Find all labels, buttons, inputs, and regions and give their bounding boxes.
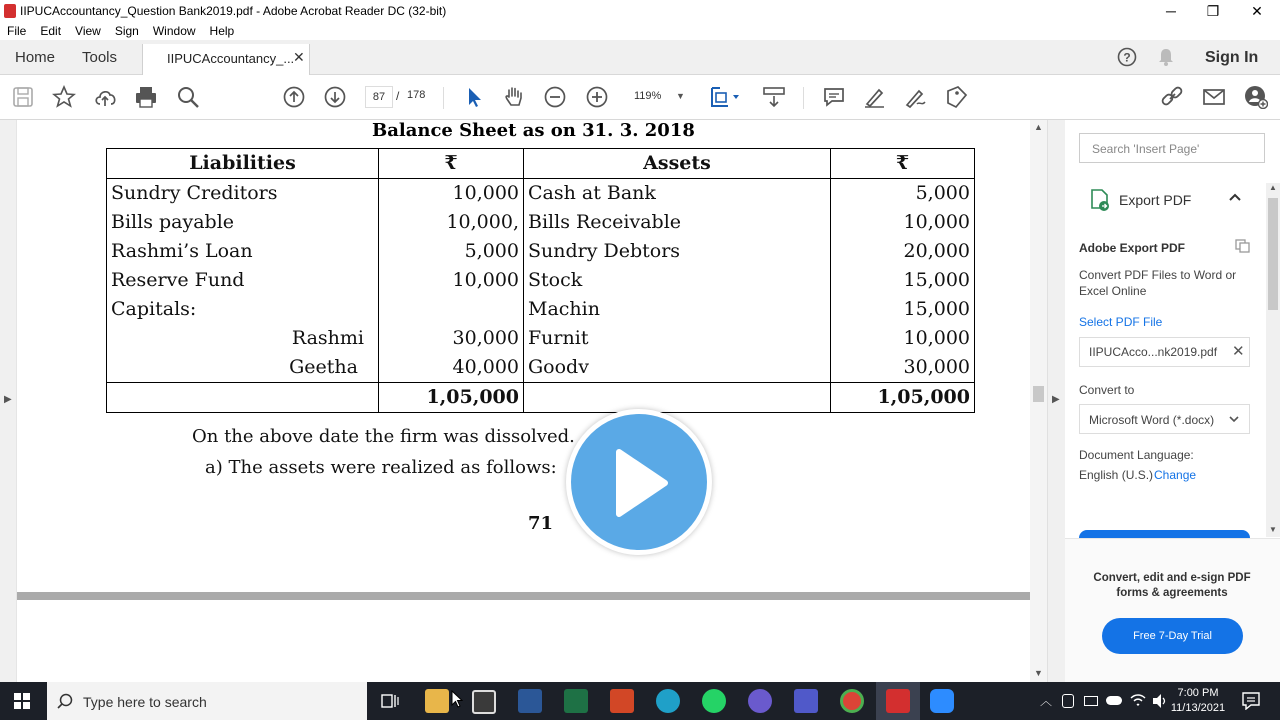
paragraph-text: On the above date the firm was dissolved. xyxy=(192,426,575,447)
notifications-icon[interactable] xyxy=(1242,692,1260,710)
adobe-export-title: Adobe Export PDF xyxy=(1079,241,1186,255)
asset-amount-cell: 20,000 xyxy=(831,237,975,266)
printed-page-number: 71 xyxy=(528,513,554,534)
table-row xyxy=(107,179,975,209)
table-row xyxy=(107,295,975,324)
toolbar-divider xyxy=(803,87,804,109)
document-language-label: Document Language: xyxy=(1079,448,1194,462)
liability-amount-cell: 30,000 xyxy=(379,324,524,353)
select-pdf-file-link[interactable]: Select PDF File xyxy=(1079,315,1163,329)
convert-format-select[interactable] xyxy=(1079,404,1250,434)
search-tools-input[interactable]: Search 'Insert Page' xyxy=(1079,133,1265,163)
toolbar-divider xyxy=(443,87,444,109)
liability-cell: Capitals: xyxy=(107,295,379,324)
column-header-liabilities: Liabilities xyxy=(107,149,379,179)
document-viewer[interactable] xyxy=(0,120,1030,682)
total-assets-cell: 1,05,000 xyxy=(831,383,975,413)
save-icon[interactable] xyxy=(11,85,35,109)
paragraph-text: a) The assets were realized as follows: xyxy=(205,457,557,478)
liability-cell: Sundry Creditors xyxy=(107,179,379,209)
recorder-app-icon[interactable] xyxy=(748,689,772,713)
chevron-down-icon: ▼ xyxy=(676,91,685,101)
minimize-button[interactable]: ─ xyxy=(1166,3,1176,19)
next-page-area xyxy=(17,600,1030,682)
comment-icon[interactable] xyxy=(822,85,846,109)
excel-icon[interactable] xyxy=(564,689,588,713)
wifi-icon[interactable] xyxy=(1130,693,1146,707)
toolbar xyxy=(0,75,1280,120)
share-link-icon[interactable] xyxy=(1160,85,1184,109)
scroll-up-icon[interactable]: ▲ xyxy=(1034,122,1043,132)
word-icon[interactable] xyxy=(518,689,542,713)
restore-button[interactable]: ❐ xyxy=(1206,2,1220,19)
asset-cell: Cash at Bank xyxy=(524,179,831,209)
asset-amount-cell: 10,000 xyxy=(831,208,975,237)
teams-icon[interactable] xyxy=(794,689,818,713)
asset-amount-cell: 30,000 xyxy=(831,353,975,383)
hand-tool-icon[interactable] xyxy=(502,85,526,109)
collapse-right-pane-icon[interactable]: ▶ xyxy=(1052,394,1060,405)
liability-amount-cell: 10,000, xyxy=(379,208,524,237)
edge-icon[interactable] xyxy=(656,689,680,713)
task-view-icon[interactable] xyxy=(381,692,399,710)
windows-start-icon[interactable] xyxy=(14,693,30,709)
liability-cell: Bills payable xyxy=(107,208,379,237)
table-row xyxy=(107,208,975,237)
print-icon[interactable] xyxy=(134,85,158,109)
convert-to-label: Convert to xyxy=(1079,383,1135,397)
title-bar xyxy=(0,0,1280,22)
menu-sign[interactable]: Sign xyxy=(114,24,139,38)
whatsapp-icon[interactable] xyxy=(702,689,726,713)
free-trial-button[interactable]: Free 7-Day Trial xyxy=(1102,618,1243,654)
mouse-cursor-icon xyxy=(451,690,463,708)
table-row xyxy=(107,353,975,383)
change-language-link[interactable]: Change xyxy=(1154,468,1197,482)
asset-cell: Stock xyxy=(524,266,831,295)
right-pane-toggle-strip xyxy=(1047,120,1065,682)
chevron-down-icon xyxy=(1228,413,1240,425)
page-total: 178 xyxy=(407,89,426,101)
export-pdf-icon xyxy=(1089,188,1111,212)
liability-amount-cell: 5,000 xyxy=(379,237,524,266)
liability-amount-cell xyxy=(379,295,524,324)
table-row xyxy=(107,237,975,266)
asset-cell: Furnit xyxy=(524,324,831,353)
asset-amount-cell: 15,000 xyxy=(831,295,975,324)
export-pdf-title: Export PDF xyxy=(1119,192,1192,208)
page-number-input[interactable]: 87 xyxy=(365,86,393,108)
column-header-rupee: ₹ xyxy=(831,149,975,179)
menu-file[interactable]: File xyxy=(7,24,27,38)
add-user-icon[interactable] xyxy=(1244,85,1268,109)
play-icon xyxy=(611,448,669,518)
left-pane-strip xyxy=(0,120,16,682)
table-row xyxy=(107,266,975,295)
close-window-button[interactable]: ✕ xyxy=(1251,2,1263,19)
asset-cell: Machin xyxy=(524,295,831,324)
fill-sign-icon[interactable] xyxy=(944,85,968,109)
table-header-row xyxy=(107,149,975,179)
zoom-level-value: 119% xyxy=(634,90,662,102)
liability-cell: Rashmi xyxy=(107,324,379,353)
menu-edit[interactable]: Edit xyxy=(40,24,62,38)
menu-window[interactable]: Window xyxy=(152,24,196,38)
tab-home[interactable]: Home xyxy=(15,49,56,66)
fit-page-icon[interactable] xyxy=(708,85,732,109)
scroll-mode-icon[interactable] xyxy=(762,85,786,109)
tools-right-pane xyxy=(1065,120,1280,682)
selected-file-name: IIPUCAcco...nk2019.pdf xyxy=(1089,345,1218,359)
asset-cell: Goodv xyxy=(524,353,831,383)
total-label-cell xyxy=(524,383,831,413)
zoom-level-select[interactable] xyxy=(624,86,692,106)
windows-taskbar xyxy=(0,682,1280,720)
notification-bell-icon[interactable] xyxy=(1157,47,1175,67)
total-label-cell xyxy=(107,383,379,413)
chevron-up-icon[interactable] xyxy=(1228,190,1242,204)
promo-text: Convert, edit and e-sign PDF forms & agreements xyxy=(1093,572,1251,599)
liability-cell: Geetha xyxy=(107,353,379,383)
highlight-pen-icon[interactable] xyxy=(862,85,886,109)
scroll-up-icon[interactable]: ▲ xyxy=(1269,183,1277,192)
search-icon xyxy=(57,693,73,709)
selected-file-field xyxy=(1079,337,1250,367)
acrobat-icon xyxy=(886,689,910,713)
tab-document[interactable] xyxy=(142,44,310,75)
right-pane-scroll-thumb[interactable] xyxy=(1268,198,1278,310)
remove-file-icon[interactable]: ✕ xyxy=(1232,343,1245,360)
upload-cloud-icon[interactable] xyxy=(93,85,117,109)
tab-tools[interactable]: Tools xyxy=(82,49,118,66)
file-explorer-icon[interactable] xyxy=(425,689,449,713)
scrollbar-thumb[interactable] xyxy=(1033,386,1044,402)
zoom-in-icon[interactable] xyxy=(585,85,609,109)
draw-sign-icon[interactable] xyxy=(903,85,927,109)
select-cursor-icon[interactable] xyxy=(463,85,487,109)
clock-time: 7:00 PM xyxy=(1177,687,1219,699)
liability-cell: Reserve Fund xyxy=(107,266,379,295)
system-clock[interactable] xyxy=(1170,686,1226,716)
meet-now-icon[interactable] xyxy=(1062,694,1074,708)
liability-amount-cell: 10,000 xyxy=(379,179,524,209)
total-liabilities-cell: 1,05,000 xyxy=(379,383,524,413)
page-divider xyxy=(17,592,1030,600)
menu-view[interactable]: View xyxy=(75,24,101,38)
copy-icon xyxy=(1235,239,1251,253)
asset-amount-cell: 15,000 xyxy=(831,266,975,295)
bookmark-star-icon[interactable] xyxy=(52,85,76,109)
next-page-icon[interactable] xyxy=(323,85,347,109)
asset-amount-cell: 5,000 xyxy=(831,179,975,209)
menu-help[interactable]: Help xyxy=(209,24,235,38)
microsoft-store-icon[interactable] xyxy=(472,690,496,714)
window-title: IIPUCAccountancy_Question Bank2019.pdf - Adobe Acrobat Reader DC (32-bit) xyxy=(20,4,447,18)
tab-document-label: IIPUCAccountancy_... xyxy=(167,51,295,66)
scroll-down-icon[interactable]: ▼ xyxy=(1034,668,1043,678)
table-total-row xyxy=(107,383,975,413)
menu-bar xyxy=(0,22,1280,40)
svg-text:?: ? xyxy=(1123,50,1131,65)
asset-amount-cell: 10,000 xyxy=(831,324,975,353)
tab-bar xyxy=(0,40,1280,75)
battery-icon[interactable] xyxy=(1084,696,1098,706)
expand-left-pane-icon[interactable]: ▶ xyxy=(4,394,12,405)
balance-sheet-title: Balance Sheet as on 31. 3. 2018 xyxy=(372,120,695,141)
liability-amount-cell: 40,000 xyxy=(379,353,524,383)
export-pdf-header[interactable] xyxy=(1065,178,1265,222)
taskbar-search-box[interactable] xyxy=(47,682,367,720)
page-separator: / xyxy=(396,89,400,103)
table-row xyxy=(107,324,975,353)
volume-icon[interactable] xyxy=(1152,693,1168,709)
email-icon[interactable] xyxy=(1202,85,1226,109)
help-icon[interactable] xyxy=(1117,47,1137,67)
acrobat-logo-icon xyxy=(4,4,16,18)
liability-amount-cell: 10,000 xyxy=(379,266,524,295)
convert-format-value: Microsoft Word (*.docx) xyxy=(1089,413,1215,427)
asset-cell: Sundry Debtors xyxy=(524,237,831,266)
taskbar-search-text: Type here to search xyxy=(83,694,207,710)
zoom-app-icon[interactable] xyxy=(930,689,954,713)
asset-cell: Bills Receivable xyxy=(524,208,831,237)
sign-in-button[interactable]: Sign In xyxy=(1205,49,1259,66)
previous-page-icon[interactable] xyxy=(282,85,306,109)
document-scrollbar[interactable] xyxy=(1030,120,1047,682)
pdf-page xyxy=(17,120,1030,592)
column-header-rupee: ₹ xyxy=(379,149,524,179)
acrobat-taskbar-active[interactable] xyxy=(876,682,920,720)
document-language-value: English (U.S.) xyxy=(1079,468,1154,482)
chrome-icon[interactable] xyxy=(840,689,864,713)
scroll-down-icon[interactable]: ▼ xyxy=(1269,525,1277,534)
convert-button-partial[interactable] xyxy=(1079,530,1250,538)
promo-area xyxy=(1065,538,1280,683)
video-play-button[interactable] xyxy=(566,409,712,555)
export-description: Convert PDF Files to Word or Excel Online xyxy=(1079,268,1237,298)
search-zoom-icon[interactable] xyxy=(176,85,200,109)
liability-cell: Rashmi’s Loan xyxy=(107,237,379,266)
column-header-assets: Assets xyxy=(524,149,831,179)
clock-date: 11/13/2021 xyxy=(1170,702,1226,714)
show-hidden-icons-icon[interactable]: ︿ xyxy=(1040,694,1053,708)
tab-close-button[interactable]: ✕ xyxy=(293,49,305,65)
powerpoint-icon[interactable] xyxy=(610,689,634,713)
balance-sheet-table xyxy=(106,148,975,413)
zoom-out-icon[interactable] xyxy=(543,85,567,109)
onedrive-cloud-icon[interactable] xyxy=(1106,696,1122,705)
